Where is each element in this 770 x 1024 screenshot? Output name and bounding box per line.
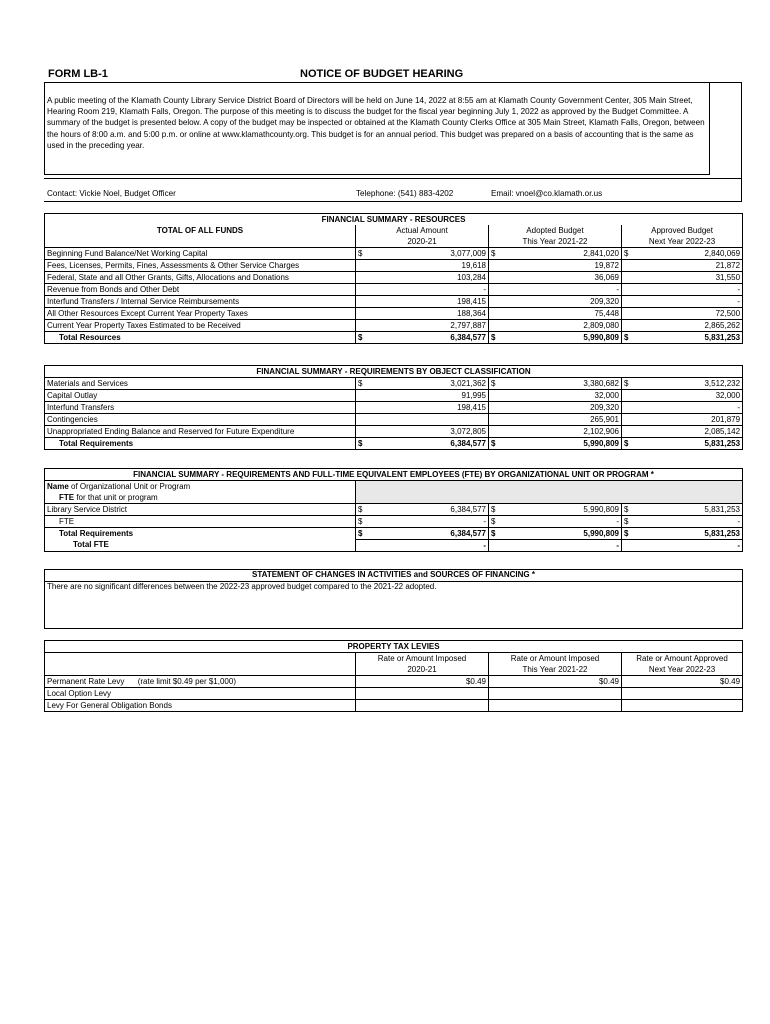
value-cell: 19,618 xyxy=(356,260,489,272)
value-cell: 201,879 xyxy=(622,414,743,426)
row-label: Beginning Fund Balance/Net Working Capital xyxy=(45,248,356,260)
value-cell: - xyxy=(622,296,743,308)
resources-title: FINANCIAL SUMMARY - RESOURCES xyxy=(45,214,743,226)
notice-text: A public meeting of the Klamath County Library Service District Board of Directors will be held on June 14, 2022 at 8:55 am at Klamath County Government Center, 305 Main Street, Hearing Room 219, Klamath Falls, Oregon. The purpose of this meeting is to discuss the budget for the fiscal year beginning July 1, 2022 as approved by the Budget Committee. A summary of the budget is presented below. A copy of the budget may be inspected or obtained at the Klamath County Clerks Office at 305 Main Street, Klamath Falls, Oregon, between the hours of 8:00 a.m. and 5:00 p.m. or online at www.klamathcounty.org. This budget is for an annual period. This budget was prepared on a basis of accounting that is the same as used in the preceding year. xyxy=(47,96,705,150)
value-cell xyxy=(356,688,489,700)
value-cell: 265,901 xyxy=(489,414,622,426)
value-cell xyxy=(356,414,489,426)
total-cell: $ 5,831,253 xyxy=(622,332,743,344)
form-id: FORM LB-1 xyxy=(48,68,108,80)
row-label: Interfund Transfers / Internal Service Reimbursements xyxy=(45,296,356,308)
contact-email: Email: vnoel@co.klamath.or.us xyxy=(491,189,603,198)
total-fte-label: Total FTE xyxy=(45,540,356,552)
levies-blank xyxy=(45,653,356,665)
value-cell: $0.49 xyxy=(356,676,489,688)
total-label: Total Resources xyxy=(45,332,356,344)
value-cell: 209,320 xyxy=(489,402,622,414)
resources-col2-head: Adopted Budget xyxy=(489,225,622,236)
levies-col1-year: 2020-21 xyxy=(356,664,489,676)
table-row xyxy=(45,700,743,712)
value-cell: $ 3,077,009 xyxy=(356,248,489,260)
contact-name: Contact: Vickie Noel, Budget Officer xyxy=(47,189,176,198)
resources-col1-year: 2020-21 xyxy=(356,236,489,248)
value-cell: - xyxy=(622,402,743,414)
levies-col3-head: Rate or Amount Approved xyxy=(622,653,743,665)
row-label: Levy For General Obligation Bonds xyxy=(45,700,356,712)
resources-col1-head: Actual Amount xyxy=(356,225,489,236)
total-label: Total Requirements xyxy=(45,438,356,450)
value-cell xyxy=(622,700,743,712)
row-label: Revenue from Bonds and Other Debt xyxy=(45,284,356,296)
resources-col2-year: This Year 2021-22 xyxy=(489,236,622,248)
row-label: Local Option Levy xyxy=(45,688,356,700)
value-cell: $ 6,384,577 xyxy=(356,504,489,516)
total-cell: $ 5,990,809 xyxy=(489,528,622,540)
value-cell: 188,364 xyxy=(356,308,489,320)
value-cell: 32,000 xyxy=(489,390,622,402)
table-row xyxy=(45,284,743,296)
value-cell: 21,872 xyxy=(622,260,743,272)
statement-title: STATEMENT OF CHANGES IN ACTIVITIES and SOURCES OF FINANCING * xyxy=(45,569,743,581)
table-row xyxy=(45,308,743,320)
total-cell: $ 6,384,577 xyxy=(356,528,489,540)
value-cell: 2,865,262 xyxy=(622,320,743,332)
row-label: Interfund Transfers xyxy=(45,402,356,414)
value-cell xyxy=(356,700,489,712)
requirements-object-title: FINANCIAL SUMMARY - REQUIREMENTS BY OBJECT CLASSIFICATION xyxy=(45,366,743,378)
levies-table xyxy=(44,640,743,712)
table-row xyxy=(45,296,743,308)
row-label: Library Service District xyxy=(45,504,356,516)
value-cell: 31,550 xyxy=(622,272,743,284)
table-row xyxy=(45,248,743,260)
table-row xyxy=(45,516,743,528)
value-cell xyxy=(489,688,622,700)
total-cell: - xyxy=(622,540,743,552)
total-cell: $ 5,831,253 xyxy=(622,438,743,450)
levies-col3-year: Next Year 2022-23 xyxy=(622,664,743,676)
value-cell: - xyxy=(622,284,743,296)
total-cell: - xyxy=(489,540,622,552)
levies-col2-year: This Year 2021-22 xyxy=(489,664,622,676)
value-cell: 3,072,805 xyxy=(356,426,489,438)
fte-head-line2: FTE for that unit or program xyxy=(45,492,356,504)
total-row xyxy=(45,528,743,540)
row-label: Capital Outlay xyxy=(45,390,356,402)
value-cell: 198,415 xyxy=(356,402,489,414)
value-cell: 198,415 xyxy=(356,296,489,308)
total-row xyxy=(45,332,743,344)
resources-left-header: TOTAL OF ALL FUNDS xyxy=(45,225,356,236)
requirements-object-table xyxy=(44,365,743,450)
table-row xyxy=(45,426,743,438)
value-cell: $ 2,840,069 xyxy=(622,248,743,260)
row-label: Current Year Property Taxes Estimated to be Received xyxy=(45,320,356,332)
resources-table xyxy=(44,213,743,344)
requirements-fte-table xyxy=(44,468,743,552)
value-cell xyxy=(489,700,622,712)
value-cell: 2,797,887 xyxy=(356,320,489,332)
row-label: Fees, Licenses, Permits, Fines, Assessments & Other Service Charges xyxy=(45,260,356,272)
value-cell: 36,069 xyxy=(489,272,622,284)
row-label: Contingencies xyxy=(45,414,356,426)
value-cell: 2,085,142 xyxy=(622,426,743,438)
value-cell: 32,000 xyxy=(622,390,743,402)
page-title: NOTICE OF BUDGET HEARING xyxy=(300,68,464,80)
table-row xyxy=(45,260,743,272)
value-cell: $0.49 xyxy=(622,676,743,688)
table-row xyxy=(45,402,743,414)
row-label: Permanent Rate Levy (rate limit $0.49 per $1,000) xyxy=(45,676,356,688)
total-cell: $ 6,384,577 xyxy=(356,332,489,344)
table-row xyxy=(45,320,743,332)
value-cell: 2,102,906 xyxy=(489,426,622,438)
value-cell: $ - xyxy=(356,516,489,528)
value-cell: 75,448 xyxy=(489,308,622,320)
levies-col1-head: Rate or Amount Imposed xyxy=(356,653,489,665)
total-cell: - xyxy=(356,540,489,552)
value-cell: - xyxy=(489,284,622,296)
total-label: Total Requirements xyxy=(45,528,356,540)
total-cell: $ 5,990,809 xyxy=(489,332,622,344)
row-label: Federal, State and all Other Grants, Gifts, Allocations and Donations xyxy=(45,272,356,284)
value-cell: 19,872 xyxy=(489,260,622,272)
table-row xyxy=(45,378,743,390)
value-cell: $ - xyxy=(489,516,622,528)
table-row xyxy=(45,390,743,402)
total-fte-row xyxy=(45,540,743,552)
table-row xyxy=(45,676,743,688)
total-row xyxy=(45,438,743,450)
table-row xyxy=(45,504,743,516)
row-label: All Other Resources Except Current Year Property Taxes xyxy=(45,308,356,320)
fte-head-line1: Name of Organizational Unit or Program xyxy=(45,481,356,493)
levies-col2-head: Rate or Amount Imposed xyxy=(489,653,622,665)
contact-row xyxy=(44,178,742,202)
resources-col3-head: Approved Budget xyxy=(622,225,743,236)
value-cell: $ 3,512,232 xyxy=(622,378,743,390)
value-cell: 209,320 xyxy=(489,296,622,308)
value-cell: $ 5,831,253 xyxy=(622,504,743,516)
table-row xyxy=(45,272,743,284)
value-cell xyxy=(622,688,743,700)
value-cell: $0.49 xyxy=(489,676,622,688)
contact-telephone: Telephone: (541) 883-4202 xyxy=(356,189,454,198)
total-cell: $ 5,990,809 xyxy=(489,438,622,450)
value-cell: 103,284 xyxy=(356,272,489,284)
value-cell: 72,500 xyxy=(622,308,743,320)
table-row xyxy=(45,688,743,700)
table-row xyxy=(45,414,743,426)
value-cell: $ 3,380,682 xyxy=(489,378,622,390)
total-cell: $ 6,384,577 xyxy=(356,438,489,450)
value-cell: $ 3,021,362 xyxy=(356,378,489,390)
levies-blank xyxy=(45,664,356,676)
statement-text: There are no significant differences between the 2022-23 approved budget compared to the 2021-22 adopted. xyxy=(45,581,743,628)
value-cell: $ 5,990,809 xyxy=(489,504,622,516)
resources-blank xyxy=(45,236,356,248)
value-cell: $ 2,841,020 xyxy=(489,248,622,260)
value-cell: $ - xyxy=(622,516,743,528)
value-cell: - xyxy=(356,284,489,296)
levies-title: PROPERTY TAX LEVIES xyxy=(45,641,743,653)
resources-col3-year: Next Year 2022-23 xyxy=(622,236,743,248)
requirements-fte-title: FINANCIAL SUMMARY - REQUIREMENTS AND FULL-TIME EQUIVALENT EMPLOYEES (FTE) BY ORGANIZATIONAL UNIT OR PROGRAM * xyxy=(45,469,743,481)
row-label: Unappropriated Ending Balance and Reserved for Future Expenditure xyxy=(45,426,356,438)
row-label: Materials and Services xyxy=(45,378,356,390)
value-cell: 91,995 xyxy=(356,390,489,402)
value-cell: 2,809,080 xyxy=(489,320,622,332)
statement-table xyxy=(44,569,743,629)
fte-head-shade xyxy=(356,481,743,504)
row-label: FTE xyxy=(45,516,356,528)
total-cell: $ 5,831,253 xyxy=(622,528,743,540)
